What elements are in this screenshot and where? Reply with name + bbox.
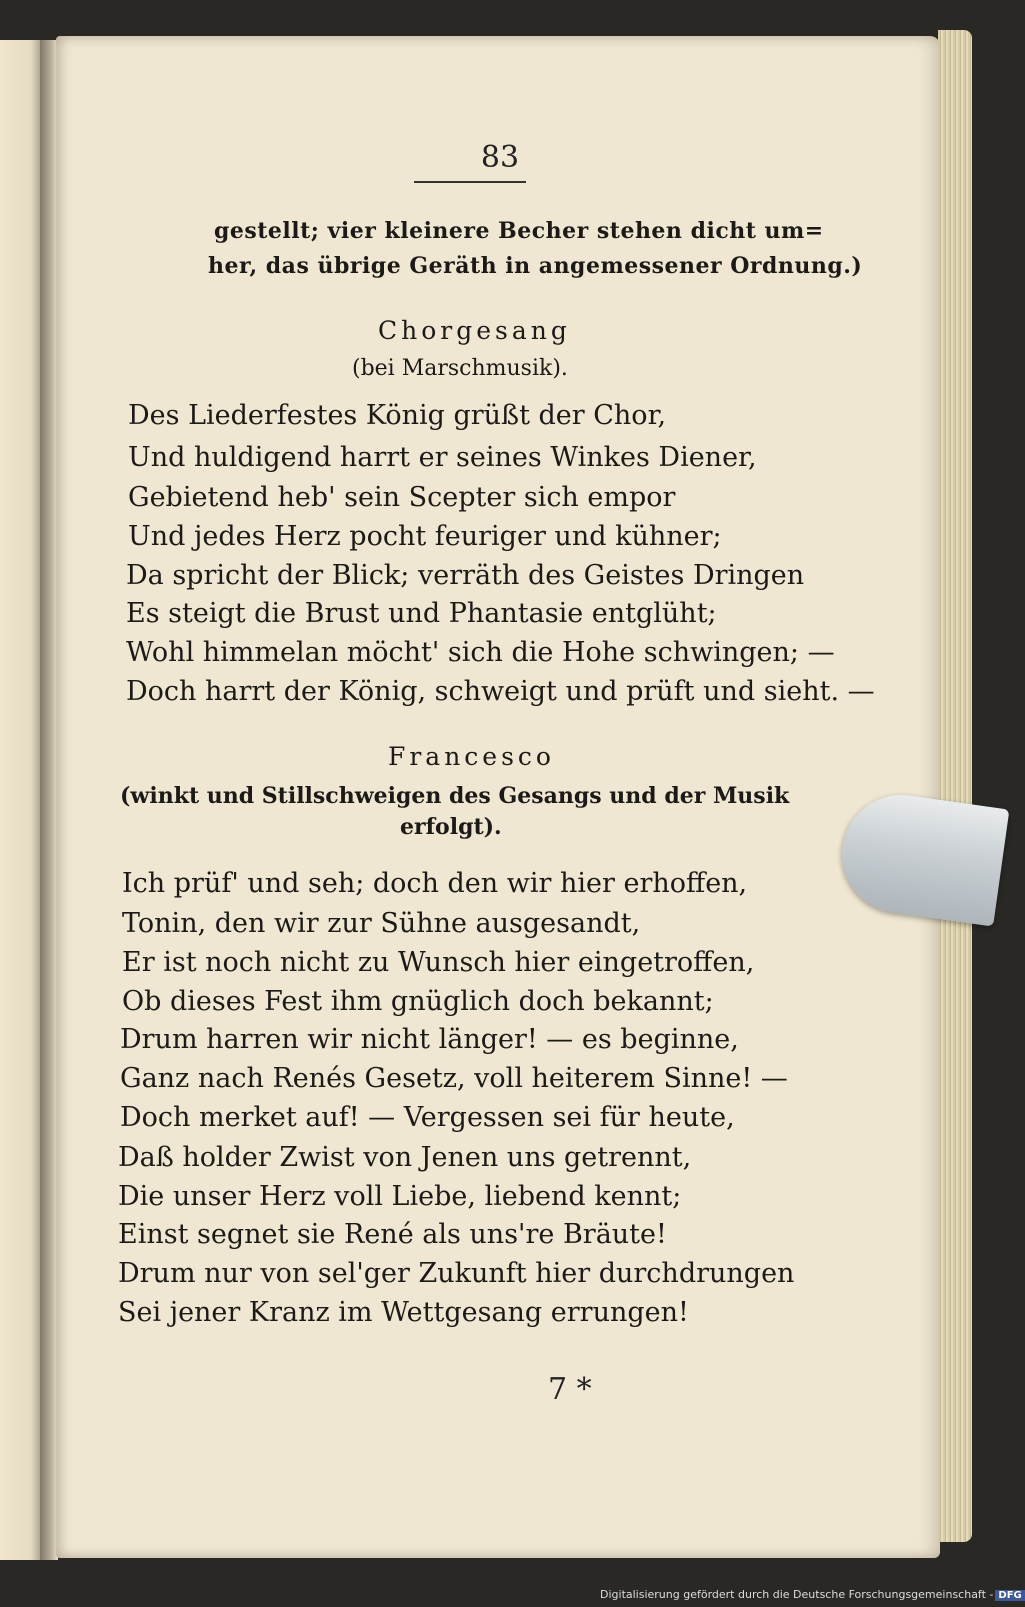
verse-line: Tonin, den wir zur Sühne ausgesandt, <box>122 908 641 939</box>
verse-line: Die unser Herz voll Liebe, liebend kennt; <box>118 1181 682 1212</box>
section-heading: Francesco <box>388 742 555 771</box>
verse-line: Doch merket auf! — Vergessen sei für heute, <box>120 1102 735 1133</box>
verse-line: Und jedes Herz pocht feuriger und kühner; <box>128 521 722 552</box>
verse-line: Drum harren wir nicht länger! — es beginne, <box>120 1024 739 1055</box>
verse-line: Drum nur von sel'ger Zukunft hier durchdrungen <box>118 1258 795 1289</box>
dfg-logo: DFG <box>995 1590 1024 1601</box>
verse-line: Ich prüf' und seh; doch den wir hier erhoffen, <box>122 868 748 899</box>
verse-line: Und huldigend harrt er seines Winkes Diener, <box>128 442 757 473</box>
section-subheading: erfolgt). <box>400 814 502 840</box>
section-subheading: (winkt und Stillschweigen des Gesangs und der Musik <box>120 783 790 809</box>
stage-direction-line: her, das übrige Geräth in angemessener Ordnung.) <box>208 253 863 279</box>
verse-line: Des Liederfestes König grüßt der Chor, <box>128 400 667 431</box>
page-number: 83 <box>480 140 520 175</box>
verse-line: Wohl himmelan möcht' sich die Hohe schwingen; — <box>126 637 835 668</box>
footer-text: Digitalisierung gefördert durch die Deutsche Forschungsgemeinschaft - <box>600 1588 994 1601</box>
header-rule <box>414 181 526 183</box>
verse-line: Gebietend heb' sein Scepter sich empor <box>128 482 676 513</box>
page-stack-edge <box>938 30 972 1542</box>
section-heading: Chorgesang <box>378 316 571 345</box>
verse-line: Ganz nach Renés Gesetz, voll heiterem Sinne! — <box>120 1063 788 1094</box>
verse-line: Daß holder Zwist von Jenen uns getrennt, <box>118 1142 692 1173</box>
section-subheading: (bei Marschmusik). <box>352 356 568 381</box>
verse-line: Es steigt die Brust und Phantasie entglüht; <box>126 598 717 629</box>
signature-mark: 7 * <box>548 1372 592 1407</box>
verse-line: Doch harrt der König, schweigt und prüft und sieht. — <box>126 676 875 707</box>
verse-line: Ob dieses Fest ihm gnüglich doch bekannt; <box>122 986 714 1017</box>
verse-line: Er ist noch nicht zu Wunsch hier eingetroffen, <box>122 947 755 978</box>
verse-line: Sei jener Kranz im Wettgesang errungen! <box>118 1297 689 1328</box>
stage-direction-line: gestellt; vier kleinere Becher stehen dicht um= <box>214 218 824 244</box>
verse-line: Einst segnet sie René als uns're Bräute! <box>118 1219 667 1250</box>
verse-line: Da spricht der Blick; verräth des Geistes Dringen <box>126 560 805 591</box>
facing-page-edge <box>0 40 44 1560</box>
digitization-footer <box>600 1588 1025 1601</box>
